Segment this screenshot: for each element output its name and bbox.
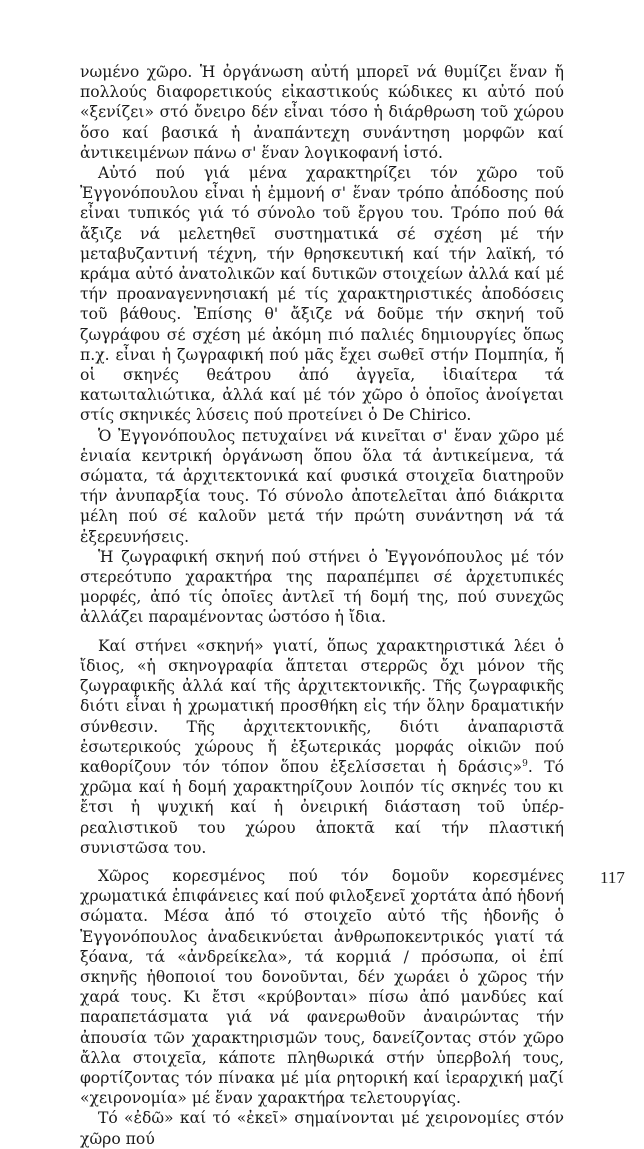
scenography-quote-continuation: . Τό χρῶμα καί ἡ δομή χαρακτηρίζουν λοιπόν τίς σκηνές του κι ἔτσι ἡ ψυχική καί ἡ ὀνειρική διάσταση τοῦ ὑπέρ-ρεαλιστικοῦ του χώρου ἀποκτᾶ καί τήν πλαστική συνιστῶσα του.	[80, 757, 565, 857]
paragraph-continuation: νωμένο χῶρο. Ἡ ὀργάνωση αὐτή μπορεῖ νά θυμίζει ἕναν ἤ πολλούς διαφορετικούς εἰκαστικούς κώδικες κι αὐτό πού «ξενίζει» στό ὄνειρο δέν εἶναι τόσο ἡ διάρθρωση τοῦ χώρου ὅσο καί βασικά ἡ ἀναπάντεχη συνάντηση μορφῶν καί ἀντικειμένων πάνω σ' ἕναν λογικοφανή ἱστό.	[80, 63, 564, 162]
page-number: 117	[600, 868, 625, 887]
paragraph-painted-scene: Ἡ ζωγραφική σκηνή πού στήνει ὁ Ἐγγονόπουλος μέ τόν στερεότυπο χαρακτήρα της παραπέμπει σέ ἀρχετυπικές μορφές, ἀπό τίς ὁποῖες ἀντλεῖ τή δομή της, πού συνεχῶς ἀλλάζει παραμένοντας ὡστόσο ἡ ἴδια.	[80, 547, 564, 627]
paragraph-engonopoulos-space: Αὐτό πού γιά μένα χαρακτηρίζει τόν χῶρο τοῦ Ἐγγονόπουλου εἶναι ἡ ἐμμονή σ' ἕναν τρόπο ἀπόδοσης πού εἶναι τυπικός γιά τό σύνολο τοῦ ἔργου του. Τρόπο πού θά ἄξιζε νά μελετηθεῖ συστηματικά σέ σχέση μέ τήν μεταβυζαντινή τέχνη, τήν θρησκευτική καί τήν λαϊκή, τό κράμα αὐτό ἀνατολικῶν καί δυτικῶν στοιχείων ἀλλά καί μέ τήν προαναγεννησιακή μέ τίς χαρακτηριστικές ἀποδόσεις τοῦ βάθους. Ἐπίσης θ' ἄξιζε νά δοῦμε τήν σκηνή τοῦ ζωγράφου σέ σχέση μέ ἀκόμη πιό παλιές δημιουργίες ὅπως π.χ. εἶναι ἡ ζωγραφική πού μᾶς ἔχει σωθεῖ στήν Πομπηία, ἤ οἱ σκηνές θεάτρου ἀπό ἀγγεῖα, ἰδιαίτερα τά κατωιταλιώτικα, ἀλλά καί μέ τόν χῶρο ὁ ὁποῖος ἀνοίγεται στίς σκηνικές λύσεις πού προτείνει ὁ De Chirico.	[80, 164, 564, 425]
paragraph-scenography-quote	[80, 636, 564, 858]
paragraph-here-there: Τό «ἐδῶ» καί τό «ἐκεῖ» σημαίνονται μέ χειρονομίες στόν χῶρο πού	[80, 1109, 564, 1148]
scenography-quote-text: Καί στήνει «σκηνή» γιατί, ὅπως χαρακτηριστικά λέει ὁ ἴδιος, «ἡ σκηνογραφία ἅπτεται στερρῶς ὄχι μόνον τῆς ζωγραφικῆς ἀλλά καί τῆς ἀρχιτεκτονικῆς. Τῆς ζωγραφικῆς διότι εἶναι ἡ χρωματική προσθήκη εἰς τήν ὅλην δραματικήν σύνθεσιν. Τῆς ἀρχιτεκτονικῆς, διότι ἀναπαριστᾶ ἐσωτερικούς χώρους ἤ ἐξωτερικάς μορφάς οἰκιῶν πού καθορίζουν τόν τόπον ὅπου ἐξελίσσεται ἡ δράσις»	[80, 636, 564, 776]
footnote-marker: 9	[522, 758, 528, 769]
paragraph-saturated-space: Χῶρος κορεσμένος πού τόν δομοῦν κορεσμένες χρωματικά ἐπιφάνειες καί πού φιλοξενεῖ χορτάτα ἀπό ἡδονή σώματα. Μέσα ἀπό τό στοιχεῖο αὐτό τῆς ἡδονῆς ὁ Ἐγγονόπουλος ἀναδεικνύεται ἀνθρωποκεντρικός γιατί τά ξόανα, τά «ἀνδρείκελα», τά κορμιά / πρόσωπα, οἱ ἐπί σκηνῆς ἠθοποιοί του δονοῦνται, δέν χωράει ὁ χῶρος τήν χαρά τους. Κι ἔτσι «κρύβονται» πίσω ἀπό μανδύες καί παραπετάσματα γιά νά φανερωθοῦν ἀναιρώντας τήν ἀπουσία τῶν χαρακτηρισμῶν τους, δανείζοντας στόν χῶρο ἄλλα στοιχεῖα, κάποτε πληθωρικά στήν ὑπερβολή τους, φορτίζοντας τόν πίνακα μέ μία ρητορική καί ἱεραρχική μαζί «χειρονομία» μέ ἕναν χαρακτήρα τελετουργίας.	[80, 866, 564, 1108]
body-text	[80, 62, 564, 1149]
paragraph-central-organization: Ὁ Ἐγγονόπουλος πετυχαίνει νά κινεῖται σ' ἕναν χῶρο μέ ἑνιαία κεντρική ὀργάνωση ὅπου ὅλα τά ἀντικείμενα, τά σώματα, τά ἀρχιτεκτονικά καί φυσικά στοιχεῖα διατηροῦν τήν ἀνυπαρξία τους. Τό σύνολο ἀποτελεῖται ἀπό διάκριτα μέλη πού σέ καλοῦν μετά τήν πρώτη συνάντηση νά τά ἐξερευνήσεις.	[80, 426, 564, 546]
